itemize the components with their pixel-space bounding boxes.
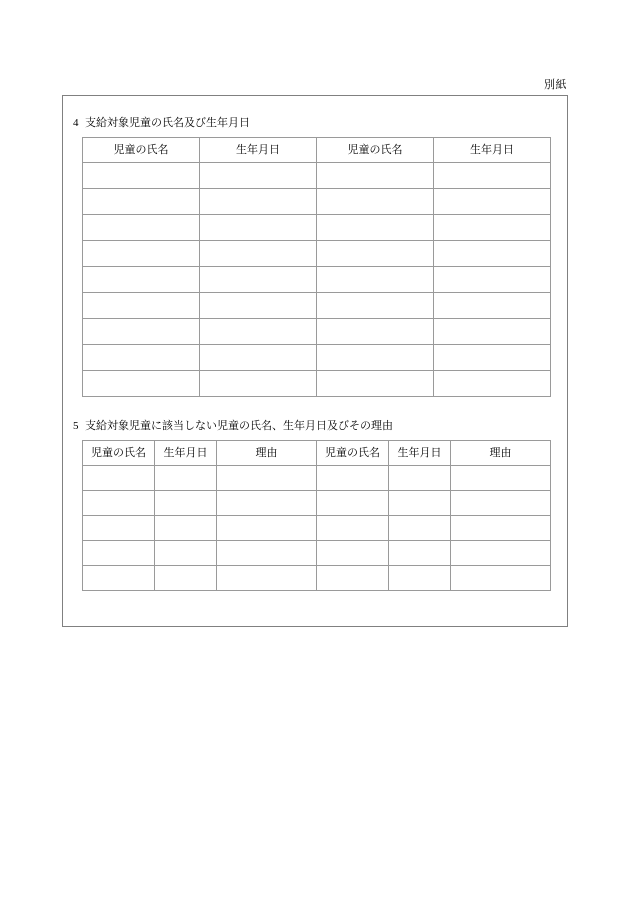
table-row (83, 466, 551, 491)
column-header-birthdate-2: 生年月日 (389, 441, 451, 466)
cell-child-name[interactable] (317, 516, 389, 541)
cell-child-name[interactable] (317, 241, 434, 267)
table-row (83, 345, 551, 371)
cell-birthdate[interactable] (200, 215, 317, 241)
section-5-number: 5 (73, 420, 79, 432)
cell-birthdate[interactable] (200, 371, 317, 397)
cell-birthdate[interactable] (200, 189, 317, 215)
cell-reason[interactable] (451, 466, 551, 491)
cell-child-name[interactable] (83, 541, 155, 566)
cell-child-name[interactable] (83, 371, 200, 397)
cell-birthdate[interactable] (200, 241, 317, 267)
cell-birthdate[interactable] (389, 466, 451, 491)
cell-child-name[interactable] (83, 163, 200, 189)
corner-label: 別紙 (544, 79, 567, 91)
table-header-row (83, 441, 551, 466)
cell-child-name[interactable] (317, 541, 389, 566)
column-header-reason-2: 理由 (451, 441, 551, 466)
form-frame (62, 95, 568, 627)
column-header-child-name-1: 児童の氏名 (83, 138, 200, 163)
cell-birthdate[interactable] (155, 491, 217, 516)
cell-birthdate[interactable] (200, 163, 317, 189)
cell-reason[interactable] (451, 491, 551, 516)
cell-child-name[interactable] (317, 466, 389, 491)
table-row (83, 163, 551, 189)
cell-birthdate[interactable] (434, 371, 551, 397)
cell-child-name[interactable] (83, 491, 155, 516)
cell-birthdate[interactable] (389, 541, 451, 566)
cell-birthdate[interactable] (200, 345, 317, 371)
cell-reason[interactable] (217, 491, 317, 516)
cell-child-name[interactable] (317, 189, 434, 215)
table-row (83, 293, 551, 319)
cell-child-name[interactable] (83, 189, 200, 215)
table-row (83, 189, 551, 215)
column-header-reason-1: 理由 (217, 441, 317, 466)
table-row (83, 491, 551, 516)
cell-child-name[interactable] (83, 267, 200, 293)
cell-reason[interactable] (451, 541, 551, 566)
cell-child-name[interactable] (317, 215, 434, 241)
table-row (83, 319, 551, 345)
column-header-child-name-2: 児童の氏名 (317, 441, 389, 466)
column-header-birthdate-1: 生年月日 (200, 138, 317, 163)
cell-birthdate[interactable] (200, 293, 317, 319)
cell-reason[interactable] (451, 566, 551, 591)
cell-birthdate[interactable] (200, 319, 317, 345)
table-row (83, 267, 551, 293)
cell-birthdate[interactable] (434, 241, 551, 267)
cell-child-name[interactable] (317, 163, 434, 189)
section-5-label: 支給対象児童に該当しない児童の氏名、生年月日及びその理由 (85, 420, 393, 432)
cell-child-name[interactable] (317, 491, 389, 516)
cell-reason[interactable] (217, 541, 317, 566)
cell-child-name[interactable] (317, 345, 434, 371)
section-5-title (63, 418, 567, 434)
column-header-child-name-1: 児童の氏名 (83, 441, 155, 466)
column-header-birthdate-1: 生年月日 (155, 441, 217, 466)
cell-reason[interactable] (217, 466, 317, 491)
section-4-label: 支給対象児童の氏名及び生年月日 (85, 117, 250, 129)
cell-child-name[interactable] (317, 267, 434, 293)
section-4-title (63, 115, 567, 131)
cell-birthdate[interactable] (155, 541, 217, 566)
column-header-birthdate-2: 生年月日 (434, 138, 551, 163)
cell-reason[interactable] (451, 516, 551, 541)
section-eligible-children (63, 115, 567, 397)
cell-child-name[interactable] (83, 241, 200, 267)
section-4-number: 4 (73, 117, 79, 129)
cell-child-name[interactable] (83, 566, 155, 591)
cell-child-name[interactable] (317, 566, 389, 591)
cell-child-name[interactable] (83, 319, 200, 345)
cell-reason[interactable] (217, 566, 317, 591)
cell-reason[interactable] (217, 516, 317, 541)
table-row (83, 541, 551, 566)
cell-birthdate[interactable] (434, 215, 551, 241)
cell-birthdate[interactable] (155, 566, 217, 591)
cell-birthdate[interactable] (434, 345, 551, 371)
cell-child-name[interactable] (83, 516, 155, 541)
table-row (83, 215, 551, 241)
cell-birthdate[interactable] (434, 319, 551, 345)
cell-birthdate[interactable] (389, 491, 451, 516)
table-header-row (83, 138, 551, 163)
cell-child-name[interactable] (83, 215, 200, 241)
cell-birthdate[interactable] (434, 293, 551, 319)
cell-birthdate[interactable] (434, 267, 551, 293)
cell-birthdate[interactable] (200, 267, 317, 293)
cell-birthdate[interactable] (389, 566, 451, 591)
table-row (83, 516, 551, 541)
section-ineligible-children (63, 418, 567, 591)
table-row (83, 566, 551, 591)
table-row (83, 371, 551, 397)
cell-child-name[interactable] (83, 345, 200, 371)
table-eligible-children (82, 137, 551, 397)
cell-birthdate[interactable] (389, 516, 451, 541)
cell-birthdate[interactable] (434, 163, 551, 189)
cell-birthdate[interactable] (155, 516, 217, 541)
cell-birthdate[interactable] (434, 189, 551, 215)
cell-child-name[interactable] (317, 319, 434, 345)
cell-birthdate[interactable] (155, 466, 217, 491)
cell-child-name[interactable] (83, 293, 200, 319)
cell-child-name[interactable] (83, 466, 155, 491)
cell-child-name[interactable] (317, 293, 434, 319)
cell-child-name[interactable] (317, 371, 434, 397)
table-row (83, 241, 551, 267)
table-ineligible-children (82, 440, 551, 591)
column-header-child-name-2: 児童の氏名 (317, 138, 434, 163)
